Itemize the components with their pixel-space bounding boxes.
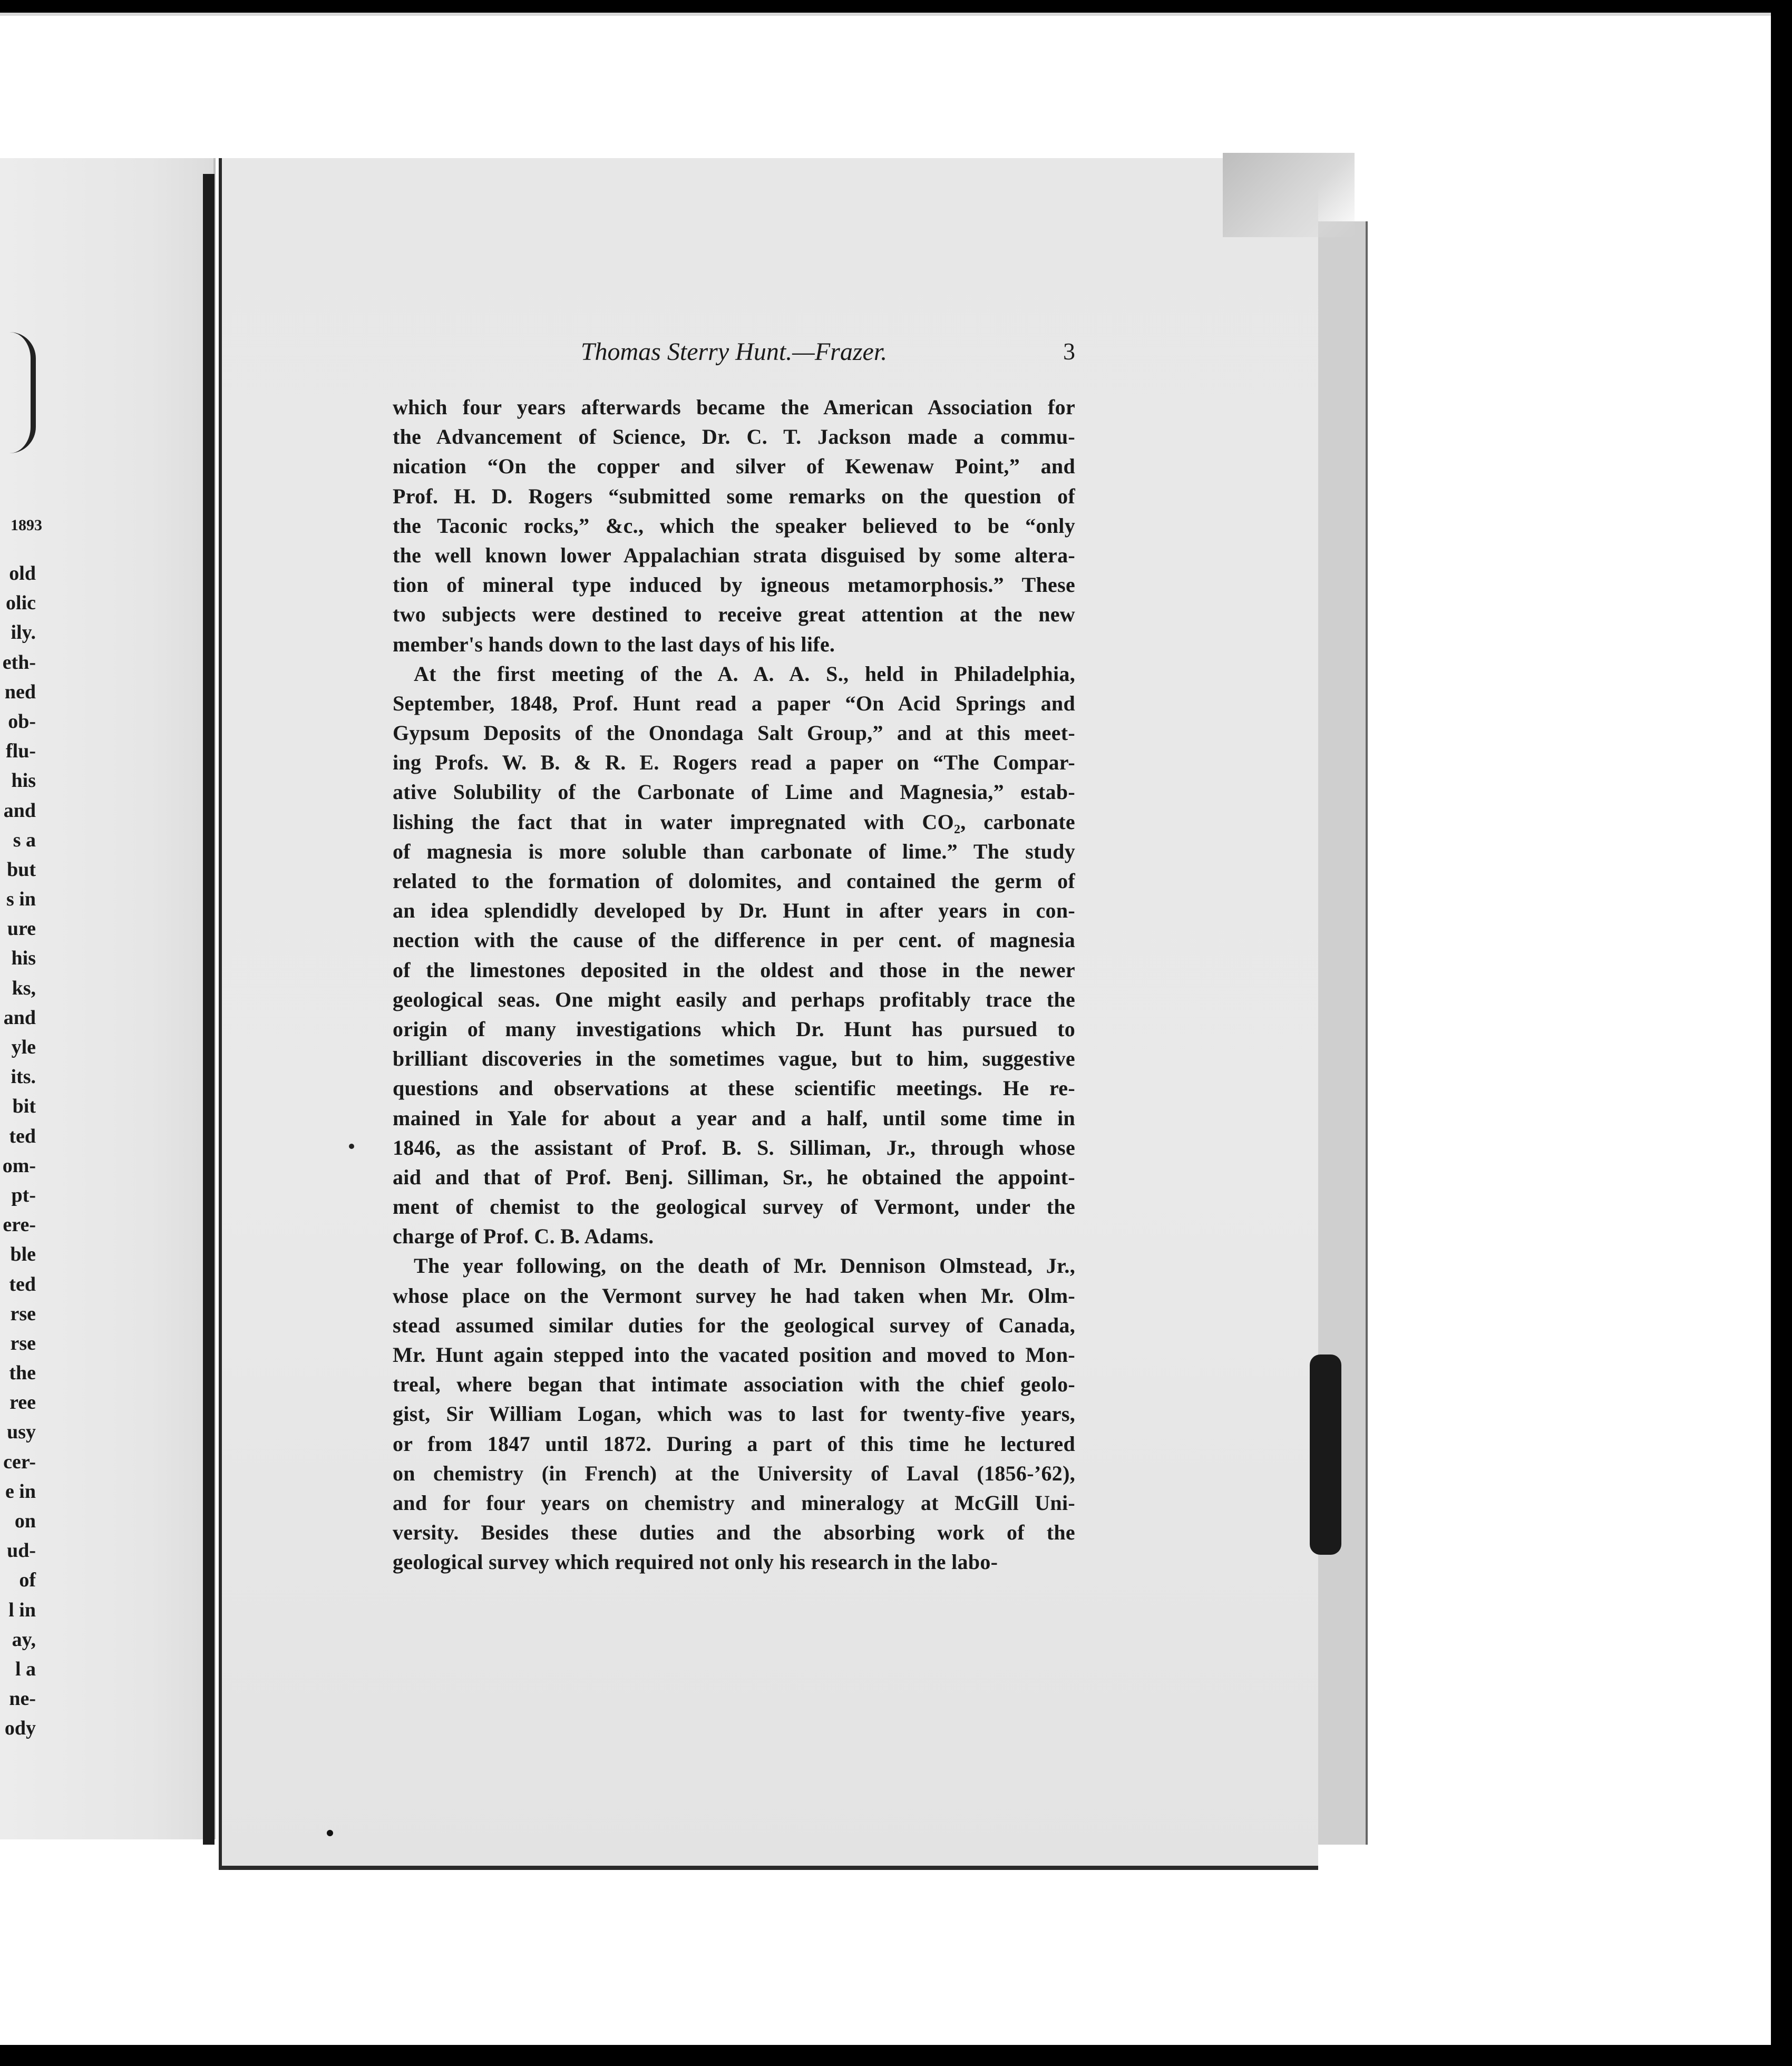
page-number: 3 bbox=[1063, 338, 1075, 365]
text-line: geological seas. One might easily and perhaps profitably trace the bbox=[393, 987, 1075, 1011]
previous-page-fragment: of bbox=[19, 1569, 36, 1592]
paragraph bbox=[393, 1251, 1075, 1577]
text-line: which four years afterwards became the American Association for bbox=[393, 395, 1075, 419]
page-stack-edges bbox=[1315, 221, 1368, 1845]
text-line: nection with the cause of the difference in per cent. of magnesia bbox=[393, 928, 1075, 952]
text-line: treal, where began that intimate association with the chief geolo- bbox=[393, 1372, 1075, 1397]
previous-page-fragment: ud- bbox=[7, 1539, 36, 1562]
scanner-frame-edge bbox=[0, 13, 1771, 16]
previous-page-fragment: ob- bbox=[8, 710, 36, 733]
text-line: ment of chemist to the geological survey of Vermont, under the bbox=[393, 1195, 1075, 1219]
previous-page-fragment: flu- bbox=[6, 740, 36, 763]
text-line: the well known lower Appalachian strata disguised by some altera- bbox=[393, 543, 1075, 567]
text-line: the Taconic rocks,” &c., which the speaker believed to be “only bbox=[393, 513, 1075, 538]
previous-page-fragment: s in bbox=[6, 888, 36, 911]
previous-page-fragment: pt- bbox=[11, 1184, 36, 1206]
scanner-frame-right bbox=[1771, 0, 1792, 2066]
previous-page-fragment: and bbox=[3, 1006, 36, 1029]
previous-page-fragment: ned bbox=[4, 680, 36, 703]
previous-page-fragment: yle bbox=[11, 1036, 36, 1058]
paragraph bbox=[393, 393, 1075, 659]
previous-page-fragment: s a bbox=[13, 829, 36, 851]
book-binding bbox=[203, 174, 215, 1845]
previous-page-fragment: e in bbox=[5, 1480, 36, 1503]
text-line: aid and that of Prof. Benj. Silliman, Sr., he obtained the appoint- bbox=[393, 1165, 1075, 1189]
text-line: ative Solubility of the Carbonate of Lime and Magnesia,” estab- bbox=[393, 780, 1075, 804]
scanner-frame-top bbox=[0, 0, 1792, 13]
previous-page-fragment: his bbox=[11, 947, 36, 970]
previous-page-fragment: ree bbox=[9, 1391, 36, 1414]
previous-page-fragment: rse bbox=[10, 1302, 36, 1325]
previous-page-fragment: ily. bbox=[11, 621, 36, 644]
speck-mark bbox=[327, 1830, 333, 1836]
text-line: Gypsum Deposits of the Onondaga Salt Group,” and at this meet- bbox=[393, 721, 1075, 745]
text-line: an idea splendidly developed by Dr. Hunt in after years in con- bbox=[393, 899, 1075, 923]
text-line: charge of Prof. C. B. Adams. bbox=[393, 1224, 654, 1249]
text-line: Prof. H. D. Rogers “submitted some remarks on the question of bbox=[393, 484, 1075, 508]
previous-page-fragment: bit bbox=[12, 1095, 36, 1118]
text-line: origin of many investigations which Dr. Hunt has pursued to bbox=[393, 1017, 1075, 1041]
text-line: of the limestones deposited in the oldest and those in the newer bbox=[393, 958, 1075, 982]
previous-page-fragment: his bbox=[11, 769, 36, 792]
previous-page-fragment: cer- bbox=[3, 1450, 36, 1473]
text-line: Mr. Hunt again stepped into the vacated position and moved to Mon- bbox=[393, 1343, 1075, 1367]
text-line: gist, Sir William Logan, which was to last for twenty-five years, bbox=[393, 1402, 1075, 1426]
text-line: questions and observations at these scientific meetings. He re- bbox=[393, 1076, 1075, 1100]
bracket-mark bbox=[9, 332, 36, 453]
previous-page-fragment: rse bbox=[10, 1332, 36, 1354]
running-header bbox=[393, 337, 1075, 369]
previous-page-fragment: ne- bbox=[9, 1688, 36, 1710]
text-line: ing Profs. W. B. & R. E. Rogers read a paper on “The Compar- bbox=[393, 751, 1075, 775]
previous-page-fragment: ere- bbox=[3, 1214, 36, 1236]
previous-page-fragment: its. bbox=[11, 1066, 36, 1088]
text-line: of magnesia is more soluble than carbonate of lime.” The study bbox=[393, 839, 1075, 863]
text-line: geological survey which required not only his research in the labo- bbox=[393, 1550, 998, 1574]
previous-page-fragment: l in bbox=[8, 1599, 36, 1621]
previous-page-fragment: ble bbox=[10, 1243, 36, 1266]
text-line: member's hands down to the last days of his life. bbox=[393, 632, 835, 656]
text-line: The year following, on the death of Mr. Dennison Olmstead, Jr., bbox=[414, 1254, 1075, 1278]
previous-page-fragment: ure bbox=[7, 918, 36, 940]
text-line: versity. Besides these duties and the absorbing work of the bbox=[393, 1521, 1075, 1545]
text-line: nication “On the copper and silver of Kewenaw Point,” and bbox=[393, 454, 1075, 479]
previous-page-fragment: and bbox=[3, 799, 36, 822]
text-line: whose place on the Vermont survey he had taken when Mr. Olm- bbox=[393, 1283, 1075, 1308]
previous-page-fragment: ted bbox=[9, 1125, 36, 1147]
previous-page-fragment: l a bbox=[15, 1658, 36, 1680]
margin-dot bbox=[349, 1144, 354, 1149]
edge-tab-mark bbox=[1310, 1354, 1341, 1555]
text-line: tion of mineral type induced by igneous metamorphosis.” These bbox=[393, 573, 1075, 597]
text-line: related to the formation of dolomites, and contained the germ of bbox=[393, 869, 1075, 893]
scanner-frame-bottom bbox=[0, 2045, 1792, 2066]
text-line: At the first meeting of the A. A. A. S., held in Philadelphia, bbox=[414, 661, 1075, 686]
previous-page-strip bbox=[0, 158, 216, 1839]
text-line: lishing the fact that in water impregnated with CO₂, carbonate bbox=[393, 810, 1075, 834]
previous-page-fragment: eth- bbox=[2, 651, 36, 674]
previous-page-fragment: old bbox=[9, 562, 36, 584]
text-line: the Advancement of Science, Dr. C. T. Jackson made a commu- bbox=[393, 425, 1075, 449]
previous-page-fragment: ody bbox=[4, 1717, 36, 1740]
previous-page-fragment: but bbox=[7, 858, 36, 881]
text-line: and for four years on chemistry and mineralogy at McGill Uni- bbox=[393, 1490, 1075, 1515]
folded-corner bbox=[1223, 153, 1355, 237]
text-line: two subjects were destined to receive great attention at the new bbox=[393, 602, 1075, 627]
paragraph bbox=[393, 659, 1075, 1252]
text-line: or from 1847 until 1872. During a part of this time he lectured bbox=[393, 1431, 1075, 1456]
body-text bbox=[393, 393, 1075, 1577]
previous-page-fragment: usy bbox=[7, 1421, 36, 1444]
text-line: mained in Yale for about a year and a half, until some time in bbox=[393, 1106, 1075, 1130]
text-line: on chemistry (in French) at the University of Laval (1856-’62), bbox=[393, 1461, 1075, 1485]
previous-page-fragment: olic bbox=[6, 592, 36, 615]
running-title: Thomas Sterry Hunt.—Frazer. bbox=[580, 338, 888, 366]
text-line: 1846, as the assistant of Prof. B. S. Silliman, Jr., through whose bbox=[393, 1135, 1075, 1159]
text-line: stead assumed similar duties for the geological survey of Canada, bbox=[393, 1313, 1075, 1337]
previous-page-fragment: ks, bbox=[12, 977, 36, 999]
previous-page-line-fragments bbox=[0, 559, 36, 1743]
previous-page-fragment: the bbox=[9, 1362, 36, 1385]
previous-page-year: 1893 bbox=[11, 516, 42, 534]
text-line: September, 1848, Prof. Hunt read a paper “On Acid Springs and bbox=[393, 691, 1075, 715]
previous-page-fragment: ted bbox=[9, 1273, 36, 1295]
previous-page-fragment: om- bbox=[2, 1154, 36, 1177]
text-line: brilliant discoveries in the sometimes vague, but to him, suggestive bbox=[393, 1047, 1075, 1071]
previous-page-fragment: on bbox=[14, 1510, 36, 1532]
previous-page-fragment: ay, bbox=[12, 1628, 36, 1651]
